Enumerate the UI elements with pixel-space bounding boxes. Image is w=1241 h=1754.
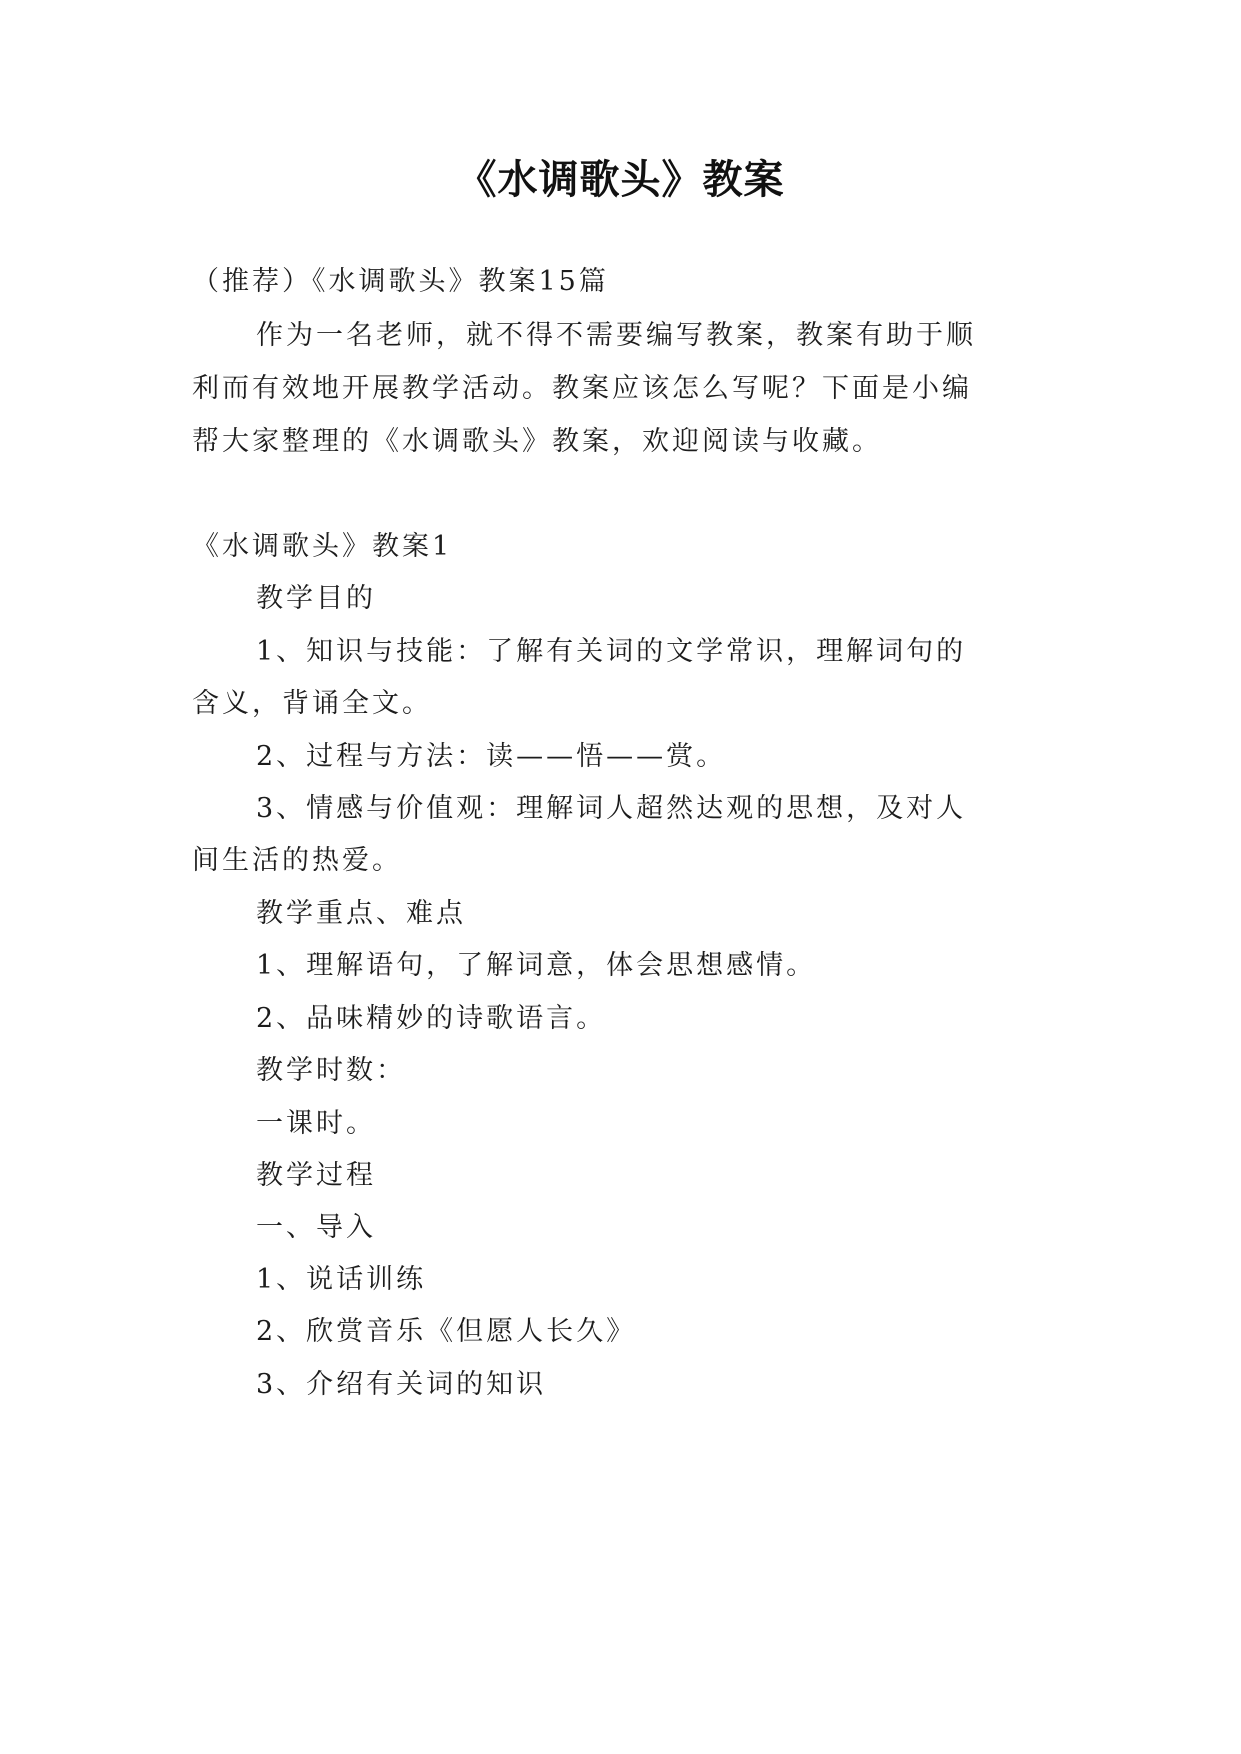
key-point-2: 2、品味精妙的诗歌语言。 xyxy=(256,1003,607,1034)
goal-3-line-1: 3、情感与价值观：理解词人超然达观的思想，及对人 xyxy=(256,793,967,824)
key-point-1: 1、理解语句，了解词意，体会思想感情。 xyxy=(256,950,817,981)
hours-value: 一课时。 xyxy=(256,1108,376,1139)
hours-heading: 教学时数： xyxy=(256,1055,406,1086)
goal-3-line-2: 间生活的热爱。 xyxy=(192,845,402,876)
goals-heading: 教学目的 xyxy=(256,583,376,614)
step-1-heading: 一、导入 xyxy=(256,1212,376,1243)
intro-line-2: 利而有效地开展教学活动。教案应该怎么写呢？下面是小编 xyxy=(192,373,972,404)
step-1-item: 2、欣赏音乐《但愿人长久》 xyxy=(256,1316,637,1347)
page-title: 《水调歌头》教案 xyxy=(456,157,785,203)
step-1-item: 3、介绍有关词的知识 xyxy=(256,1369,547,1400)
intro-line-1: 作为一名老师，就不得不需要编写教案，教案有助于顺 xyxy=(256,320,976,351)
goal-2: 2、过程与方法：读——悟——赏。 xyxy=(256,741,727,772)
intro-line-3: 帮大家整理的《水调歌头》教案，欢迎阅读与收藏。 xyxy=(192,426,882,457)
section-heading: 《水调歌头》教案1 xyxy=(192,531,453,562)
key-points-heading: 教学重点、难点 xyxy=(256,898,466,929)
process-heading: 教学过程 xyxy=(256,1160,376,1191)
goal-1-line-1: 1、知识与技能：了解有关词的文学常识，理解词句的 xyxy=(256,636,967,667)
document-subtitle: （推荐）《水调歌头》教案15篇 xyxy=(192,266,609,297)
step-1-item: 1、说话训练 xyxy=(256,1264,427,1295)
goal-1-line-2: 含义，背诵全文。 xyxy=(192,688,432,719)
